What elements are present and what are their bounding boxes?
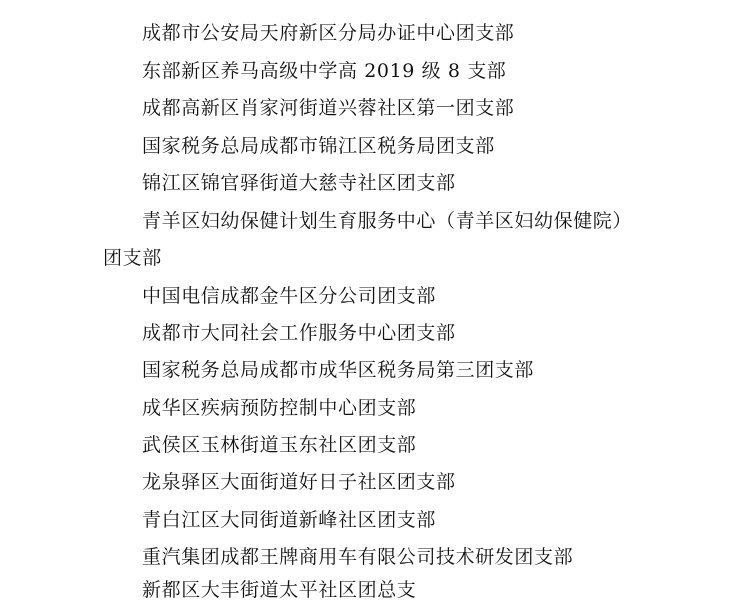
list-item: 青羊区妇幼保健计划生育服务中心（青羊区妇幼保健院）: [142, 210, 633, 232]
list-item: 国家税务总局成都市锦江区税务局团支部: [142, 135, 495, 157]
list-item: 重汽集团成都王牌商用车有限公司技术研发团支部: [142, 546, 574, 568]
list-item: 成都市公安局天府新区分局办证中心团支部: [142, 22, 515, 44]
list-item: 青白江区大同街道新峰社区团支部: [142, 509, 437, 531]
list-item-continuation: 团支部: [103, 247, 162, 269]
list-item: 成华区疾病预防控制中心团支部: [142, 397, 417, 419]
list-item: 锦江区锦官驿街道大慈寺社区团支部: [142, 172, 456, 194]
list-item: 中国电信成都金牛区分公司团支部: [142, 285, 437, 307]
list-item: 龙泉驿区大面街道好日子社区团支部: [142, 471, 456, 493]
list-item: 国家税务总局成都市成华区税务局第三团支部: [142, 359, 535, 381]
list-item: 成都高新区肖家河街道兴蓉社区第一团支部: [142, 97, 515, 119]
list-item: 成都市大同社会工作服务中心团支部: [142, 322, 456, 344]
list-item: 新都区大丰街道太平社区团总支: [142, 579, 417, 601]
list-item: 武侯区玉林街道玉东社区团支部: [142, 434, 417, 456]
list-item: 东部新区养马高级中学高 2019 级 8 支部: [142, 60, 507, 82]
